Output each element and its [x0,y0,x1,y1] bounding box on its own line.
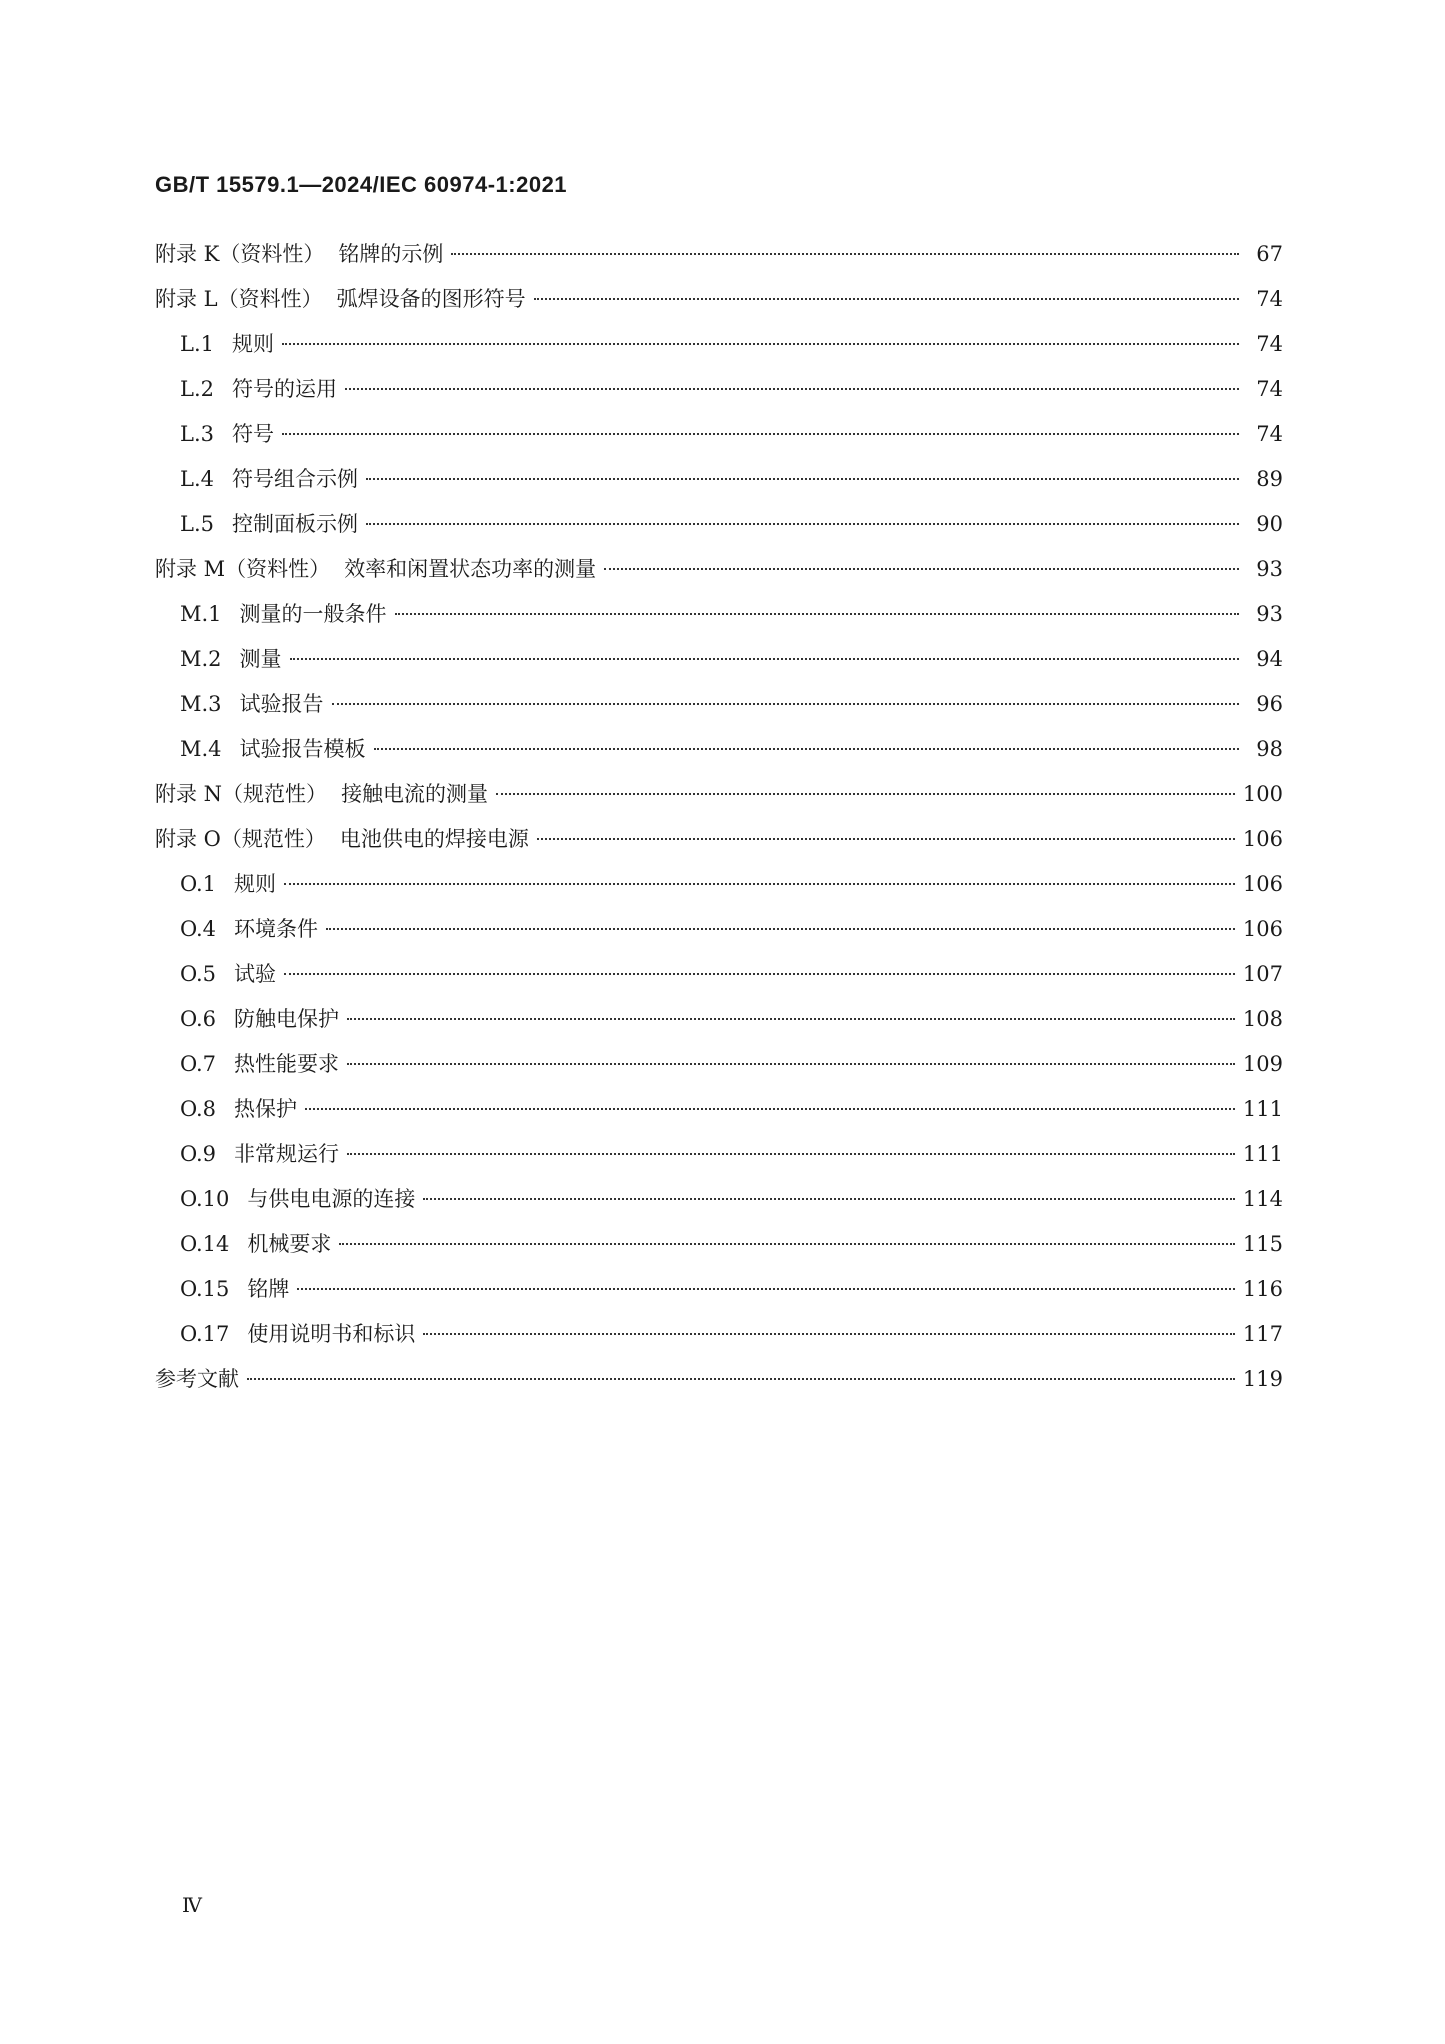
toc-dot-leader [423,1198,1235,1200]
toc-entry[interactable] [155,547,1283,592]
toc-entry-number: L.4 [180,467,214,491]
toc-dot-leader [284,883,1235,885]
toc-entry[interactable] [155,817,1283,862]
toc-entry-page: 93 [1256,602,1283,626]
toc-entry-number: M.1 [180,602,222,626]
toc-entry[interactable] [155,277,1283,322]
toc-dot-leader [297,1288,1235,1290]
toc-entry-page: 96 [1256,692,1283,716]
toc-entry-number: O.8 [180,1097,217,1121]
toc-entry-page: 98 [1256,737,1283,761]
toc-entry[interactable] [155,1087,1283,1132]
toc-entry-title: 接触电流的测量 [341,782,489,806]
toc-entry[interactable] [155,457,1283,502]
toc-entry-number: M.2 [180,647,222,671]
toc-entry-page: 74 [1256,332,1283,356]
toc-entry-page: 116 [1242,1277,1283,1301]
toc-dot-leader [604,568,1239,570]
page-number-footer: Ⅳ [182,1893,202,1917]
toc-dot-leader [366,478,1239,480]
toc-entry-number: O.9 [180,1142,217,1166]
toc-entry-title: 测量的一般条件 [239,602,387,626]
toc-entry[interactable] [155,412,1283,457]
table-of-contents [155,232,1283,1402]
toc-dot-leader [290,658,1239,660]
toc-entry-page: 107 [1242,962,1283,986]
toc-entry-title: 符号组合示例 [231,467,358,491]
toc-entry-title: 铭牌的示例 [338,242,444,266]
toc-entry[interactable] [155,232,1283,277]
toc-entry-title: 铭牌 [247,1277,290,1301]
toc-entry-number: L.2 [180,377,214,401]
toc-entry[interactable] [155,592,1283,637]
toc-entry-title: 使用说明书和标识 [247,1322,416,1346]
toc-dot-leader [534,298,1239,300]
toc-entry-number: 附录 M（资料性） [155,557,331,581]
toc-entry-number: O.5 [180,962,217,986]
toc-dot-leader [537,838,1235,840]
toc-entry-number: 附录 N（规范性） [155,782,328,806]
toc-entry[interactable] [155,772,1283,817]
toc-entry-title: 弧焊设备的图形符号 [336,287,526,311]
toc-entry-page: 111 [1242,1142,1283,1166]
toc-entry-page: 106 [1242,917,1283,941]
toc-entry-number: L.5 [180,512,214,536]
toc-entry-page: 111 [1242,1097,1283,1121]
toc-dot-leader [282,343,1239,345]
toc-entry[interactable] [155,682,1283,727]
toc-entry-title: 参考文献 [155,1367,239,1391]
toc-entry-page: 117 [1242,1322,1283,1346]
toc-entry-title: 规则 [234,872,277,896]
toc-dot-leader [423,1333,1235,1335]
toc-entry[interactable] [155,727,1283,772]
toc-entry-title: 电池供电的焊接电源 [339,827,529,851]
toc-entry-title: 热保护 [234,1097,298,1121]
toc-entry-page: 94 [1256,647,1283,671]
toc-entry-page: 114 [1242,1187,1283,1211]
toc-entry-page: 93 [1256,557,1283,581]
toc-entry-number: L.3 [180,422,214,446]
toc-dot-leader [247,1378,1235,1380]
toc-entry-number: O.1 [180,872,217,896]
toc-entry-page: 74 [1256,287,1283,311]
toc-entry[interactable] [155,997,1283,1042]
toc-dot-leader [339,1243,1235,1245]
toc-entry[interactable] [155,862,1283,907]
toc-dot-leader [366,523,1239,525]
toc-entry[interactable] [155,1222,1283,1267]
toc-entry-title: 符号的运用 [231,377,337,401]
toc-entry-page: 119 [1242,1367,1283,1391]
toc-entry-page: 89 [1256,467,1283,491]
toc-entry-number: 附录 O（规范性） [155,827,326,851]
toc-dot-leader [451,253,1239,255]
toc-entry-number: O.14 [180,1232,230,1256]
toc-entry-title: 防触电保护 [234,1007,340,1031]
toc-dot-leader [347,1063,1235,1065]
toc-entry[interactable] [155,1132,1283,1177]
toc-entry[interactable] [155,1267,1283,1312]
toc-entry-number: M.3 [180,692,222,716]
toc-entry-page: 74 [1256,422,1283,446]
toc-entry-number: O.6 [180,1007,217,1031]
toc-entry-title: 试验报告 [239,692,324,716]
toc-entry-title: 非常规运行 [234,1142,340,1166]
toc-entry-title: 测量 [239,647,282,671]
toc-entry[interactable] [155,1357,1283,1402]
toc-dot-leader [326,928,1235,930]
toc-dot-leader [347,1153,1235,1155]
toc-entry[interactable] [155,1042,1283,1087]
toc-dot-leader [332,703,1239,705]
toc-entry-number: O.17 [180,1322,230,1346]
toc-entry-page: 108 [1242,1007,1283,1031]
toc-entry-title: 控制面板示例 [231,512,358,536]
toc-entry[interactable] [155,952,1283,997]
toc-entry-title: 环境条件 [234,917,319,941]
toc-entry-page: 115 [1242,1232,1283,1256]
toc-entry-number: O.4 [180,917,217,941]
toc-entry-title: 热性能要求 [234,1052,340,1076]
toc-entry-number: O.15 [180,1277,230,1301]
toc-dot-leader [305,1108,1235,1110]
toc-entry-title: 机械要求 [247,1232,332,1256]
toc-entry-page: 100 [1242,782,1283,806]
toc-dot-leader [282,433,1239,435]
toc-entry-page: 67 [1256,242,1283,266]
toc-entry[interactable] [155,1312,1283,1357]
toc-entry[interactable] [155,322,1283,367]
toc-dot-leader [345,388,1239,390]
toc-entry[interactable] [155,637,1283,682]
toc-entry[interactable] [155,1177,1283,1222]
toc-dot-leader [284,973,1235,975]
toc-entry-page: 74 [1256,377,1283,401]
toc-entry-page: 109 [1242,1052,1283,1076]
toc-entry-number: O.7 [180,1052,217,1076]
toc-entry-number: L.1 [180,332,214,356]
toc-dot-leader [347,1018,1235,1020]
toc-entry[interactable] [155,367,1283,412]
toc-entry-page: 106 [1242,827,1283,851]
toc-entry-page: 90 [1256,512,1283,536]
toc-dot-leader [374,748,1239,750]
toc-entry[interactable] [155,907,1283,952]
toc-entry-title: 试验 [234,962,277,986]
toc-entry-page: 106 [1242,872,1283,896]
toc-entry-title: 试验报告模板 [239,737,366,761]
document-header: GB/T 15579.1—2024/IEC 60974-1:2021 [155,172,568,197]
toc-entry-number: M.4 [180,737,222,761]
toc-entry[interactable] [155,502,1283,547]
toc-dot-leader [395,613,1239,615]
toc-entry-title: 与供电电源的连接 [247,1187,416,1211]
toc-dot-leader [496,793,1235,795]
toc-entry-number: 附录 K（资料性） [155,242,325,266]
toc-entry-title: 效率和闲置状态功率的测量 [344,557,597,581]
toc-entry-title: 符号 [231,422,274,446]
toc-entry-number: 附录 L（资料性） [155,287,323,311]
toc-entry-number: O.10 [180,1187,230,1211]
toc-entry-title: 规则 [231,332,274,356]
